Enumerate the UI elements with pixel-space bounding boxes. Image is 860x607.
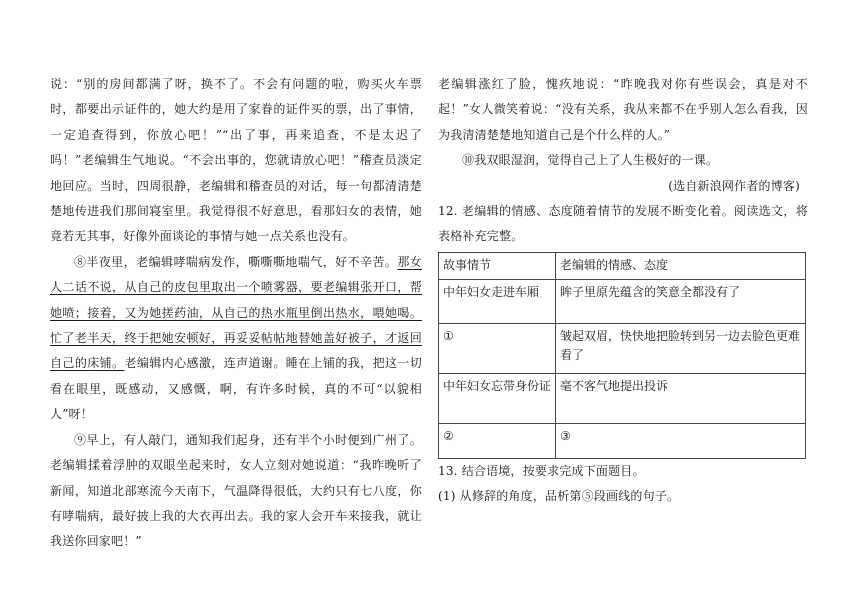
table-cell: 中年妇女走进车厢	[439, 279, 556, 323]
left-column	[50, 72, 422, 555]
paragraph-10: ⑩我双眼湿润，觉得自己上了人生极好的一课。	[462, 153, 719, 168]
table-row	[439, 423, 806, 458]
blank-1-cell[interactable]: ①	[439, 323, 556, 373]
question-13-1: (1) 从修辞的角度，品析第⑤段画线的句子。	[438, 489, 680, 504]
paragraph-8-end: 老编辑内心感激，连声道谢。睡在上铺的我，把这一切看在眼里，既感动，又感慨，啊，有许多时候，真的不可“以貌相人”呀！	[50, 356, 423, 422]
header-plot: 故事情节	[439, 252, 556, 279]
paragraph-9: ⑨早上，有人敲门，通知我们起身，还有半个小时便到广州了。老编辑揉着浮肿的双眼坐起来时，女人立刻对她说道：“我昨晚听了新闻，知道北部寒流今天南下，气温降得很低，大约只有七八度，你有哮喘病，最好披上我的大衣再出去。我的家人会开车来接我，就让我送你回家吧！”	[50, 432, 422, 549]
underlined-sentence: 那女人二话不说，从自己的皮包里取出一个喷雾器，要老编辑张开口，帮她喷；接着，又为她搓药油，从自己的热水瓶里倒出热水，喂她喝。忙了老半天，终于把她安顿好，再妥妥帖帖地替她盖好被子，才返回自己的床铺。	[50, 254, 422, 371]
table-cell: 皱起双眉，快快地把脸转到另一边去脸色更难看了	[556, 323, 806, 373]
table-row	[439, 279, 806, 323]
header-attitude: 老编辑的情感、态度	[556, 252, 806, 279]
question-13: 13. 结合语境，按要求完成下面题目。	[438, 463, 645, 478]
paragraph-8-intro: ⑧半夜里，老编辑哮喘病发作，嘶嘶嘶地喘气，好不辛苦。	[74, 254, 398, 269]
table-row	[439, 373, 806, 423]
right-column	[438, 72, 808, 510]
table-row	[439, 323, 806, 373]
blank-2-cell[interactable]: ②	[439, 423, 556, 458]
table-header-row	[439, 252, 806, 279]
table-cell: 中年妇女忘带身份证	[439, 373, 556, 423]
paragraph-9-continued: 老编辑涨红了脸，愧疚地说：“昨晚我对你有些误会，真是对不起！”女人微笑着说：“没有关系，我从来都不在乎别人怎么看我，因为我清清楚楚地知道自己是个什么样的人。”	[438, 77, 808, 142]
question-12: 12. 老编辑的情感、态度随着情节的发展不断变化着。阅读选文，将表格补充完整。	[438, 204, 808, 244]
table-cell: 眸子里原先蕴含的笑意全都没有了	[556, 279, 806, 323]
paragraph-7-continued: 说：“别的房间都满了呀，换不了。不会有问题的啦，购买火车票时，都要出示证件的，她大约是用了家眷的证件买的票，出了事情，一定追查得到，你放心吧！”“出了事，再来追查，不是太迟了吗！”老编辑生气地说。“不会出事的，您就请放心吧！”稽查员淡定地回应。当时，四周很静，老编辑和稽查员的对话，每一句都清清楚楚地传进我们那间寝室里。我觉得很不好意思，看那妇女的表情，她竟若无其事，好像外面谈论的事情与她一点关系也没有。	[50, 77, 422, 244]
table-cell: 毫不客气地提出投诉	[556, 373, 806, 423]
source-citation: (选自新浪网作者的博客)	[668, 178, 800, 193]
blank-3-cell[interactable]: ③	[556, 423, 806, 458]
answer-table	[438, 252, 806, 459]
paragraph-8	[50, 250, 422, 428]
